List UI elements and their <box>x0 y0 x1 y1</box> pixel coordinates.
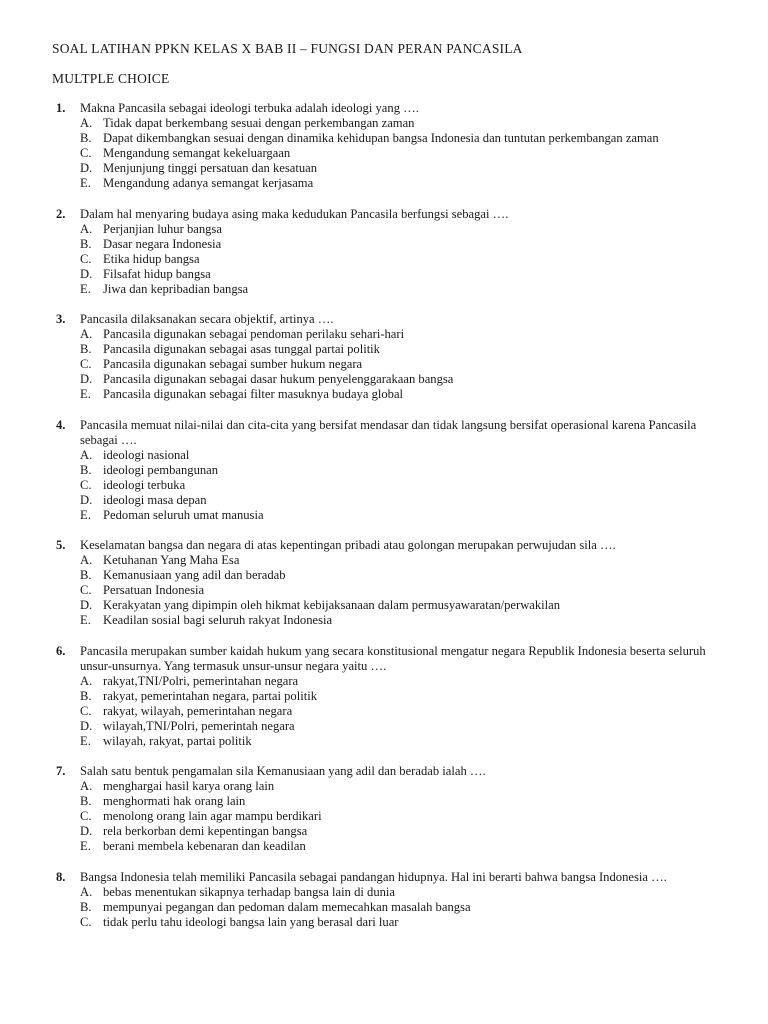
question-text: Pancasila dilaksanakan secara objektif, artinya …. <box>80 312 334 326</box>
option-letter: E. <box>80 507 91 522</box>
option-text: ideologi terbuka <box>103 477 186 492</box>
option-letter: D. <box>80 492 93 507</box>
option-letter: B. <box>80 462 92 477</box>
question-text: Keselamatan bangsa dan negara di atas kepentingan pribadi atau golongan merupakan perwujudan sila …. <box>80 538 616 552</box>
option-text: berani membela kebenaran dan keadilan <box>103 839 306 853</box>
answer-option <box>52 508 722 523</box>
answer-option <box>52 553 722 568</box>
option-letter: D. <box>80 161 93 175</box>
option-letter: B. <box>80 342 92 356</box>
question-text: Pancasila merupakan sumber kaidah hukum yang secara konstitusional mengatur negara Republik Indonesia beserta seluruh unsur-unsurnya. Yang termasuk unsur-unsur negara yaitu …. <box>80 643 706 673</box>
question-item <box>52 764 722 854</box>
option-text: wilayah,TNI/Polri, pemerintah negara <box>103 718 295 733</box>
option-text: Mengandung adanya semangat kerjasama <box>103 176 314 190</box>
option-list <box>52 222 722 297</box>
option-text: Perjanjian luhur bangsa <box>103 221 222 236</box>
option-letter: E. <box>80 176 91 190</box>
answer-option <box>52 900 722 915</box>
answer-option <box>52 342 722 357</box>
option-letter: C. <box>80 914 92 929</box>
option-text: Pancasila digunakan sebagai asas tunggal partai politik <box>103 342 380 356</box>
option-list <box>52 674 722 749</box>
option-letter: A. <box>80 884 93 899</box>
option-list <box>52 553 722 628</box>
answer-option <box>52 915 722 930</box>
question-number: 4. <box>56 417 66 432</box>
question-text: Bangsa Indonesia telah memiliki Pancasila sebagai pandangan hidupnya. Hal ini berarti bahwa bangsa Indonesia …. <box>80 869 667 884</box>
option-text: menolong orang lain agar mampu berdikari <box>103 809 322 823</box>
option-letter: E. <box>80 281 91 296</box>
option-list <box>52 885 722 930</box>
question-item <box>52 418 722 523</box>
option-letter: B. <box>80 131 92 145</box>
question-number: 1. <box>56 101 66 115</box>
option-letter: E. <box>80 613 91 627</box>
option-text: Persatuan Indonesia <box>103 583 205 597</box>
option-text: Filsafat hidup bangsa <box>103 266 211 281</box>
question-item <box>52 207 722 297</box>
option-letter: A. <box>80 447 93 462</box>
option-text: ideologi nasional <box>103 447 190 462</box>
answer-option <box>52 839 722 854</box>
question-stem <box>52 764 722 779</box>
option-text: menghargai hasil karya orang lain <box>103 779 275 793</box>
answer-option <box>52 237 722 252</box>
answer-option <box>52 493 722 508</box>
option-letter: A. <box>80 116 93 130</box>
option-letter: E. <box>80 733 91 748</box>
answer-option <box>52 387 722 402</box>
option-text: Tidak dapat berkembang sesuai dengan perkembangan zaman <box>103 116 415 130</box>
option-text: ideologi masa depan <box>103 492 207 507</box>
answer-option <box>52 613 722 628</box>
answer-option <box>52 116 722 131</box>
option-text: ideologi pembangunan <box>103 462 219 477</box>
option-text: Keadilan sosial bagi seluruh rakyat Indonesia <box>103 613 333 627</box>
answer-option <box>52 176 722 191</box>
option-letter: C. <box>80 146 92 160</box>
option-letter: D. <box>80 372 93 386</box>
answer-option <box>52 372 722 387</box>
option-letter: B. <box>80 688 92 703</box>
answer-option <box>52 583 722 598</box>
option-text: bebas menentukan sikapnya terhadap bangsa lain di dunia <box>103 884 396 899</box>
section-title: MULTPLE CHOICE <box>52 71 170 86</box>
option-letter: B. <box>80 236 92 251</box>
question-item <box>52 870 722 930</box>
option-text: Jiwa dan kepribadian bangsa <box>103 281 249 296</box>
answer-option <box>52 146 722 161</box>
option-text: rakyat,TNI/Polri, pemerintahan negara <box>103 673 299 688</box>
option-letter: D. <box>80 824 93 838</box>
option-text: Pancasila digunakan sebagai dasar hukum penyelenggarakaan bangsa <box>103 372 454 386</box>
option-text: wilayah, rakyat, partai politik <box>103 733 252 748</box>
option-text: Pedoman seluruh umat manusia <box>103 507 264 522</box>
question-text: Salah satu bentuk pengamalan sila Kemanusiaan yang adil dan beradab ialah …. <box>80 764 486 778</box>
answer-option <box>52 463 722 478</box>
option-text: Kerakyatan yang dipimpin oleh hikmat kebijaksanaan dalam permusyawaratan/perwakilan <box>103 598 561 612</box>
question-number: 8. <box>56 869 66 884</box>
answer-option <box>52 478 722 493</box>
answer-option <box>52 674 722 689</box>
question-stem <box>52 870 722 885</box>
option-text: Dapat dikembangkan sesuai dengan dinamika kehidupan bangsa Indonesia dan tuntutan perkembangan zaman <box>103 131 659 145</box>
answer-option <box>52 719 722 734</box>
option-list <box>52 327 722 402</box>
answer-option <box>52 689 722 704</box>
question-stem <box>52 538 722 553</box>
option-letter: D. <box>80 598 93 612</box>
question-text: Pancasila memuat nilai-nilai dan cita-cita yang bersifat mendasar dan tidak langsung bersifat operasional karena Pancasila sebagai …. <box>80 417 697 447</box>
option-text: mempunyai pegangan dan pedoman dalam memecahkan masalah bangsa <box>103 899 471 914</box>
option-letter: C. <box>80 251 92 266</box>
answer-option <box>52 222 722 237</box>
question-number: 5. <box>56 538 66 552</box>
answer-option <box>52 704 722 719</box>
question-item <box>52 538 722 628</box>
option-letter: C. <box>80 357 92 371</box>
option-text: Pancasila digunakan sebagai sumber hukum negara <box>103 357 363 371</box>
answer-option <box>52 267 722 282</box>
option-letter: A. <box>80 327 93 341</box>
question-stem <box>52 644 722 674</box>
option-letter: E. <box>80 387 91 401</box>
question-number: 3. <box>56 312 66 326</box>
answer-option <box>52 824 722 839</box>
question-number: 7. <box>56 764 66 778</box>
option-list <box>52 779 722 854</box>
option-letter: B. <box>80 794 92 808</box>
option-letter: D. <box>80 266 93 281</box>
answer-option <box>52 448 722 463</box>
option-letter: A. <box>80 221 93 236</box>
option-letter: C. <box>80 477 92 492</box>
option-text: rakyat, pemerintahan negara, partai politik <box>103 688 318 703</box>
question-number: 6. <box>56 643 66 658</box>
answer-option <box>52 161 722 176</box>
option-text: Dasar negara Indonesia <box>103 236 222 251</box>
question-stem <box>52 101 722 116</box>
answer-option <box>52 794 722 809</box>
option-text: Etika hidup bangsa <box>103 251 200 266</box>
option-text: Mengandung semangat kekeluargaan <box>103 146 291 160</box>
answer-option <box>52 568 722 583</box>
option-text: rela berkorban demi kepentingan bangsa <box>103 824 308 838</box>
answer-option <box>52 734 722 749</box>
option-letter: A. <box>80 553 93 567</box>
answer-option <box>52 779 722 794</box>
option-letter: E. <box>80 839 91 853</box>
answer-option <box>52 885 722 900</box>
question-text: Makna Pancasila sebagai ideologi terbuka adalah ideologi yang …. <box>80 101 419 115</box>
answer-option <box>52 809 722 824</box>
answer-option <box>52 357 722 372</box>
answer-option <box>52 327 722 342</box>
question-item <box>52 101 722 191</box>
option-letter: D. <box>80 718 93 733</box>
option-text: rakyat, wilayah, pemerintahan negara <box>103 703 293 718</box>
answer-option <box>52 131 722 146</box>
document-title: SOAL LATIHAN PPKN KELAS X BAB II – FUNGSI DAN PERAN PANCASILA <box>52 41 523 56</box>
option-letter: C. <box>80 703 92 718</box>
option-text: tidak perlu tahu ideologi bangsa lain yang berasal dari luar <box>103 914 399 929</box>
answer-option <box>52 282 722 297</box>
answer-option <box>52 598 722 613</box>
question-list <box>52 101 722 945</box>
option-text: Ketuhanan Yang Maha Esa <box>103 553 240 567</box>
question-text: Dalam hal menyaring budaya asing maka kedudukan Pancasila berfungsi sebagai …. <box>80 206 509 221</box>
option-text: Pancasila digunakan sebagai filter masuknya budaya global <box>103 387 404 401</box>
option-text: menghormati hak orang lain <box>103 794 246 808</box>
question-item <box>52 312 722 402</box>
option-text: Pancasila digunakan sebagai pendoman perilaku sehari-hari <box>103 327 405 341</box>
option-letter: C. <box>80 583 92 597</box>
option-letter: A. <box>80 673 93 688</box>
option-list <box>52 448 722 523</box>
question-number: 2. <box>56 206 66 221</box>
answer-option <box>52 252 722 267</box>
option-list <box>52 116 722 191</box>
option-text: Kemanusiaan yang adil dan beradab <box>103 568 286 582</box>
question-stem <box>52 312 722 327</box>
question-stem <box>52 207 722 222</box>
option-letter: A. <box>80 779 93 793</box>
question-item <box>52 644 722 749</box>
question-stem <box>52 418 722 448</box>
option-text: Menjunjung tinggi persatuan dan kesatuan <box>103 161 318 175</box>
option-letter: C. <box>80 809 92 823</box>
option-letter: B. <box>80 899 92 914</box>
option-letter: B. <box>80 568 92 582</box>
